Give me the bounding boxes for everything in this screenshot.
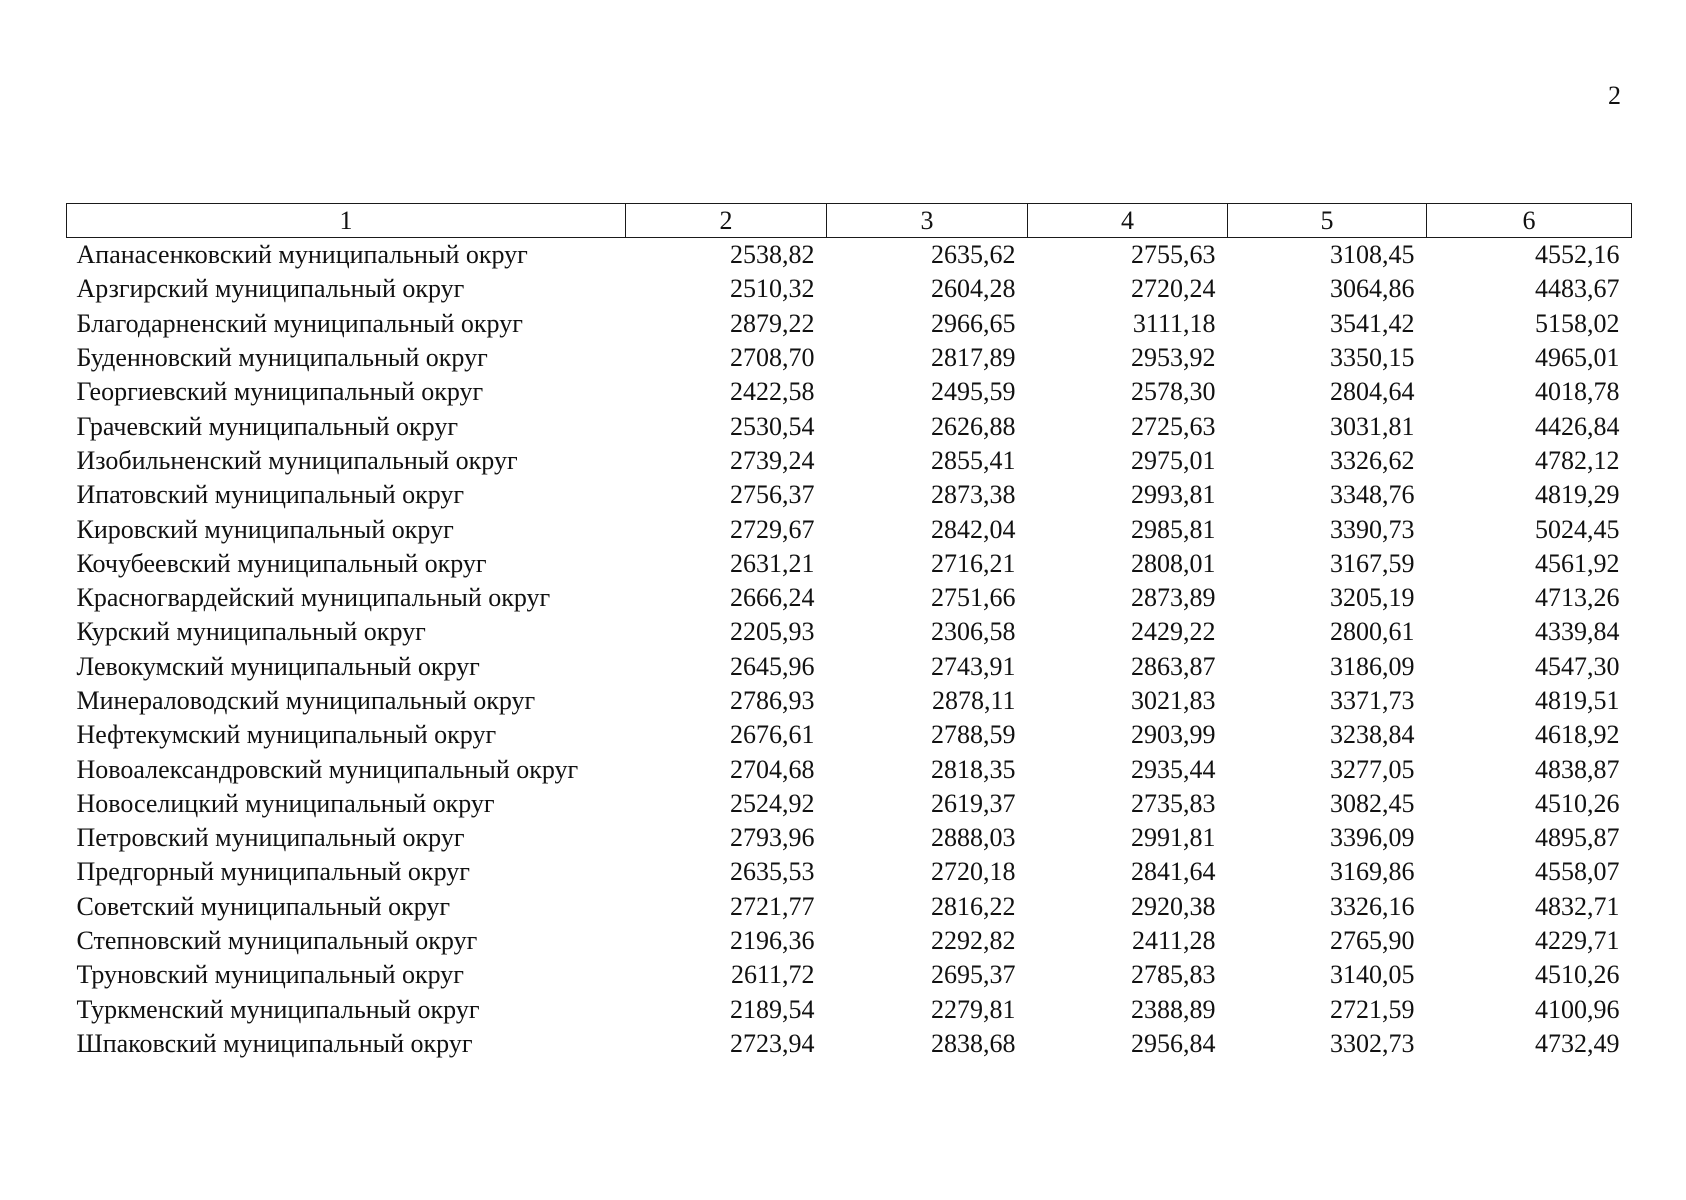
district-name-cell: Советский муниципальный округ xyxy=(76,891,451,921)
value-cell-col-4: 2725,63 xyxy=(1131,411,1216,441)
table-row xyxy=(67,752,1632,786)
value-cell-col-3: 2495,59 xyxy=(931,377,1016,407)
value-cell-col-3: 2619,37 xyxy=(931,788,1016,818)
value-cell-col-2: 2793,96 xyxy=(730,823,815,853)
value-cell-col-2: 2786,93 xyxy=(730,686,815,715)
value-cell-col-6: 4732,49 xyxy=(1535,1028,1620,1058)
value-cell-col-4: 2985,81 xyxy=(1131,514,1216,544)
value-cell-col-2: 2635,53 xyxy=(730,857,815,887)
district-name-cell: Кировский муниципальный округ xyxy=(76,514,454,544)
value-cell-col-6: 5024,45 xyxy=(1535,514,1620,544)
value-cell-col-2: 2676,61 xyxy=(730,720,815,750)
page-number: 2 xyxy=(1608,81,1621,110)
value-cell-col-6: 4895,87 xyxy=(1535,823,1620,853)
value-cell-col-3: 2720,18 xyxy=(931,857,1016,887)
value-cell-col-6: 4018,78 xyxy=(1535,377,1620,407)
value-cell-col-5: 3348,76 xyxy=(1330,480,1415,510)
district-name-cell: Минераловодский муниципальный округ xyxy=(76,686,536,715)
table-row xyxy=(67,890,1632,924)
value-cell-col-3: 2751,66 xyxy=(931,583,1016,613)
value-cell-col-3: 2878,11 xyxy=(931,686,1016,715)
table-row xyxy=(67,272,1632,306)
value-cell-col-2: 2196,36 xyxy=(730,926,815,956)
value-cell-col-6: 4339,84 xyxy=(1535,617,1620,647)
table-row xyxy=(67,855,1632,889)
value-cell-col-6: 4483,67 xyxy=(1535,274,1620,304)
value-cell-col-6: 4547,30 xyxy=(1535,651,1620,681)
column-header-3: 3 xyxy=(827,204,1028,238)
value-cell-col-5: 3371,73 xyxy=(1330,686,1415,715)
district-name-cell: Курский муниципальный округ xyxy=(76,617,426,647)
value-cell-col-4: 2411,28 xyxy=(1131,926,1216,956)
value-cell-col-5: 3326,16 xyxy=(1330,891,1415,921)
value-cell-col-5: 2721,59 xyxy=(1330,994,1415,1024)
district-name-cell: Степновский муниципальный округ xyxy=(76,926,478,956)
data-table xyxy=(66,203,1632,1061)
value-cell-col-6: 4552,16 xyxy=(1535,240,1620,270)
district-name-cell: Предгорный муниципальный округ xyxy=(76,857,470,887)
column-header-6: 6 xyxy=(1427,204,1632,238)
district-name-cell: Благодарненский муниципальный округ xyxy=(76,308,523,338)
value-cell-col-2: 2729,67 xyxy=(730,514,815,544)
value-cell-col-4: 2975,01 xyxy=(1131,445,1216,475)
table-row xyxy=(67,581,1632,615)
value-cell-col-4: 2953,92 xyxy=(1131,343,1216,373)
value-cell-col-4: 2785,83 xyxy=(1131,960,1216,990)
table-row xyxy=(67,821,1632,855)
value-cell-col-2: 2879,22 xyxy=(730,308,815,338)
value-cell-col-3: 2818,35 xyxy=(931,754,1016,784)
value-cell-col-4: 2920,38 xyxy=(1131,891,1216,921)
table-row xyxy=(67,787,1632,821)
table-row xyxy=(67,650,1632,684)
table-row xyxy=(67,924,1632,958)
value-cell-col-2: 2645,96 xyxy=(730,651,815,681)
value-cell-col-5: 3205,19 xyxy=(1330,583,1415,613)
district-name-cell: Ипатовский муниципальный округ xyxy=(76,480,465,510)
value-cell-col-5: 3302,73 xyxy=(1330,1028,1415,1058)
value-cell-col-2: 2611,72 xyxy=(730,960,815,990)
value-cell-col-6: 5158,02 xyxy=(1535,308,1620,338)
value-cell-col-5: 3064,86 xyxy=(1330,274,1415,304)
value-cell-col-4: 2388,89 xyxy=(1131,994,1216,1024)
table-row xyxy=(67,958,1632,992)
district-name-cell: Труновский муниципальный округ xyxy=(76,960,464,990)
table-body xyxy=(67,238,1632,1062)
table-row xyxy=(67,409,1632,443)
value-cell-col-4: 2841,64 xyxy=(1131,857,1216,887)
value-cell-col-2: 2631,21 xyxy=(730,548,815,578)
value-cell-col-5: 3167,59 xyxy=(1330,548,1415,578)
value-cell-col-5: 3238,84 xyxy=(1330,720,1415,750)
value-cell-col-2: 2723,94 xyxy=(730,1028,815,1058)
district-name-cell: Красногвардейский муниципальный округ xyxy=(76,583,551,613)
value-cell-col-3: 2716,21 xyxy=(931,548,1016,578)
district-name-cell: Нефтекумский муниципальный округ xyxy=(76,720,497,750)
column-header-5: 5 xyxy=(1228,204,1427,238)
district-name-cell: Шпаковский муниципальный округ xyxy=(76,1028,473,1058)
value-cell-col-2: 2189,54 xyxy=(730,994,815,1024)
value-cell-col-6: 4713,26 xyxy=(1535,583,1620,613)
value-cell-col-5: 3186,09 xyxy=(1330,651,1415,681)
value-cell-col-4: 2935,44 xyxy=(1131,754,1216,784)
value-cell-col-6: 4965,01 xyxy=(1535,343,1620,373)
value-cell-col-5: 3108,45 xyxy=(1330,240,1415,270)
value-cell-col-3: 2842,04 xyxy=(931,514,1016,544)
value-cell-col-4: 2735,83 xyxy=(1131,788,1216,818)
value-cell-col-5: 3541,42 xyxy=(1330,308,1415,338)
value-cell-col-5: 3031,81 xyxy=(1330,411,1415,441)
value-cell-col-6: 4838,87 xyxy=(1535,754,1620,784)
value-cell-col-4: 2993,81 xyxy=(1131,480,1216,510)
district-name-cell: Георгиевский муниципальный округ xyxy=(76,377,484,407)
value-cell-col-5: 3350,15 xyxy=(1330,343,1415,373)
district-name-cell: Петровский муниципальный округ xyxy=(76,823,465,853)
value-cell-col-3: 2635,62 xyxy=(931,240,1016,270)
district-name-cell: Новоалександровский муниципальный округ xyxy=(76,754,579,784)
district-name-cell: Кочубеевский муниципальный округ xyxy=(76,548,487,578)
value-cell-col-3: 2855,41 xyxy=(931,445,1016,475)
value-cell-col-4: 3021,83 xyxy=(1131,686,1216,715)
value-cell-col-2: 2666,24 xyxy=(730,583,815,613)
value-cell-col-3: 2292,82 xyxy=(931,926,1016,956)
value-cell-col-4: 2903,99 xyxy=(1131,720,1216,750)
district-name-cell: Апанасенковский муниципальный округ xyxy=(76,240,528,270)
table-row xyxy=(67,684,1632,718)
value-cell-col-3: 2817,89 xyxy=(931,343,1016,373)
value-cell-col-4: 2755,63 xyxy=(1131,240,1216,270)
table-row xyxy=(67,238,1632,273)
value-cell-col-5: 3169,86 xyxy=(1330,857,1415,887)
value-cell-col-6: 4510,26 xyxy=(1535,788,1620,818)
column-header-1: 1 xyxy=(67,204,626,238)
value-cell-col-5: 3326,62 xyxy=(1330,445,1415,475)
value-cell-col-3: 2626,88 xyxy=(931,411,1016,441)
value-cell-col-2: 2704,68 xyxy=(730,754,815,784)
value-cell-col-6: 4100,96 xyxy=(1535,994,1620,1024)
column-header-4: 4 xyxy=(1028,204,1228,238)
value-cell-col-6: 4782,12 xyxy=(1535,445,1620,475)
district-name-cell: Арзгирский муниципальный округ xyxy=(76,274,465,304)
value-cell-col-4: 2956,84 xyxy=(1131,1028,1216,1058)
value-cell-col-4: 2720,24 xyxy=(1131,274,1216,304)
value-cell-col-4: 2808,01 xyxy=(1131,548,1216,578)
value-cell-col-5: 3082,45 xyxy=(1330,788,1415,818)
district-name-cell: Туркменский муниципальный округ xyxy=(76,994,480,1024)
value-cell-col-4: 3111,18 xyxy=(1132,308,1216,338)
value-cell-col-3: 2306,58 xyxy=(931,617,1016,647)
table-row xyxy=(67,444,1632,478)
value-cell-col-4: 2863,87 xyxy=(1131,651,1216,681)
district-name-cell: Левокумский муниципальный округ xyxy=(76,651,480,681)
value-cell-col-2: 2708,70 xyxy=(730,343,815,373)
table-row xyxy=(67,547,1632,581)
value-cell-col-2: 2205,93 xyxy=(730,617,815,647)
value-cell-col-6: 4510,26 xyxy=(1535,960,1620,990)
table-row xyxy=(67,993,1632,1027)
value-cell-col-2: 2756,37 xyxy=(730,480,815,510)
value-cell-col-5: 3396,09 xyxy=(1330,823,1415,853)
value-cell-col-3: 2838,68 xyxy=(931,1028,1016,1058)
table-row xyxy=(67,375,1632,409)
value-cell-col-3: 2788,59 xyxy=(931,720,1016,750)
value-cell-col-3: 2888,03 xyxy=(931,823,1016,853)
value-cell-col-5: 2804,64 xyxy=(1330,377,1415,407)
value-cell-col-6: 4229,71 xyxy=(1535,926,1620,956)
value-cell-col-6: 4832,71 xyxy=(1535,891,1620,921)
table-row xyxy=(67,307,1632,341)
value-cell-col-2: 2510,32 xyxy=(730,274,815,304)
table-header-row xyxy=(67,204,1632,238)
value-cell-col-4: 2873,89 xyxy=(1131,583,1216,613)
value-cell-col-3: 2966,65 xyxy=(931,308,1016,338)
value-cell-col-5: 3390,73 xyxy=(1330,514,1415,544)
value-cell-col-6: 4561,92 xyxy=(1535,548,1620,578)
value-cell-col-5: 3277,05 xyxy=(1330,754,1415,784)
value-cell-col-6: 4819,29 xyxy=(1535,480,1620,510)
district-name-cell: Изобильненский муниципальный округ xyxy=(76,445,518,475)
value-cell-col-3: 2604,28 xyxy=(931,274,1016,304)
table-row xyxy=(67,615,1632,649)
value-cell-col-6: 4558,07 xyxy=(1535,857,1620,887)
table-row xyxy=(67,512,1632,546)
value-cell-col-6: 4618,92 xyxy=(1535,720,1620,750)
value-cell-col-6: 4426,84 xyxy=(1535,411,1620,441)
district-name-cell: Новоселицкий муниципальный округ xyxy=(76,788,495,818)
district-name-cell: Грачевский муниципальный округ xyxy=(76,411,459,441)
value-cell-col-2: 2524,92 xyxy=(730,788,815,818)
value-cell-col-5: 2765,90 xyxy=(1330,926,1415,956)
value-cell-col-4: 2991,81 xyxy=(1131,823,1216,853)
table-row xyxy=(67,341,1632,375)
value-cell-col-2: 2422,58 xyxy=(730,377,815,407)
value-cell-col-3: 2695,37 xyxy=(931,960,1016,990)
value-cell-col-3: 2743,91 xyxy=(931,651,1016,681)
value-cell-col-2: 2721,77 xyxy=(730,891,815,921)
value-cell-col-6: 4819,51 xyxy=(1535,686,1620,715)
table-row xyxy=(67,718,1632,752)
value-cell-col-3: 2816,22 xyxy=(931,891,1016,921)
value-cell-col-2: 2739,24 xyxy=(730,445,815,475)
table-row xyxy=(67,1027,1632,1061)
value-cell-col-5: 3140,05 xyxy=(1330,960,1415,990)
column-header-2: 2 xyxy=(626,204,827,238)
table-row xyxy=(67,478,1632,512)
value-cell-col-3: 2873,38 xyxy=(931,480,1016,510)
value-cell-col-2: 2530,54 xyxy=(730,411,815,441)
value-cell-col-2: 2538,82 xyxy=(730,240,815,270)
value-cell-col-4: 2429,22 xyxy=(1131,617,1216,647)
value-cell-col-4: 2578,30 xyxy=(1131,377,1216,407)
value-cell-col-3: 2279,81 xyxy=(931,994,1016,1024)
district-name-cell: Буденновский муниципальный округ xyxy=(76,343,488,373)
value-cell-col-5: 2800,61 xyxy=(1330,617,1415,647)
